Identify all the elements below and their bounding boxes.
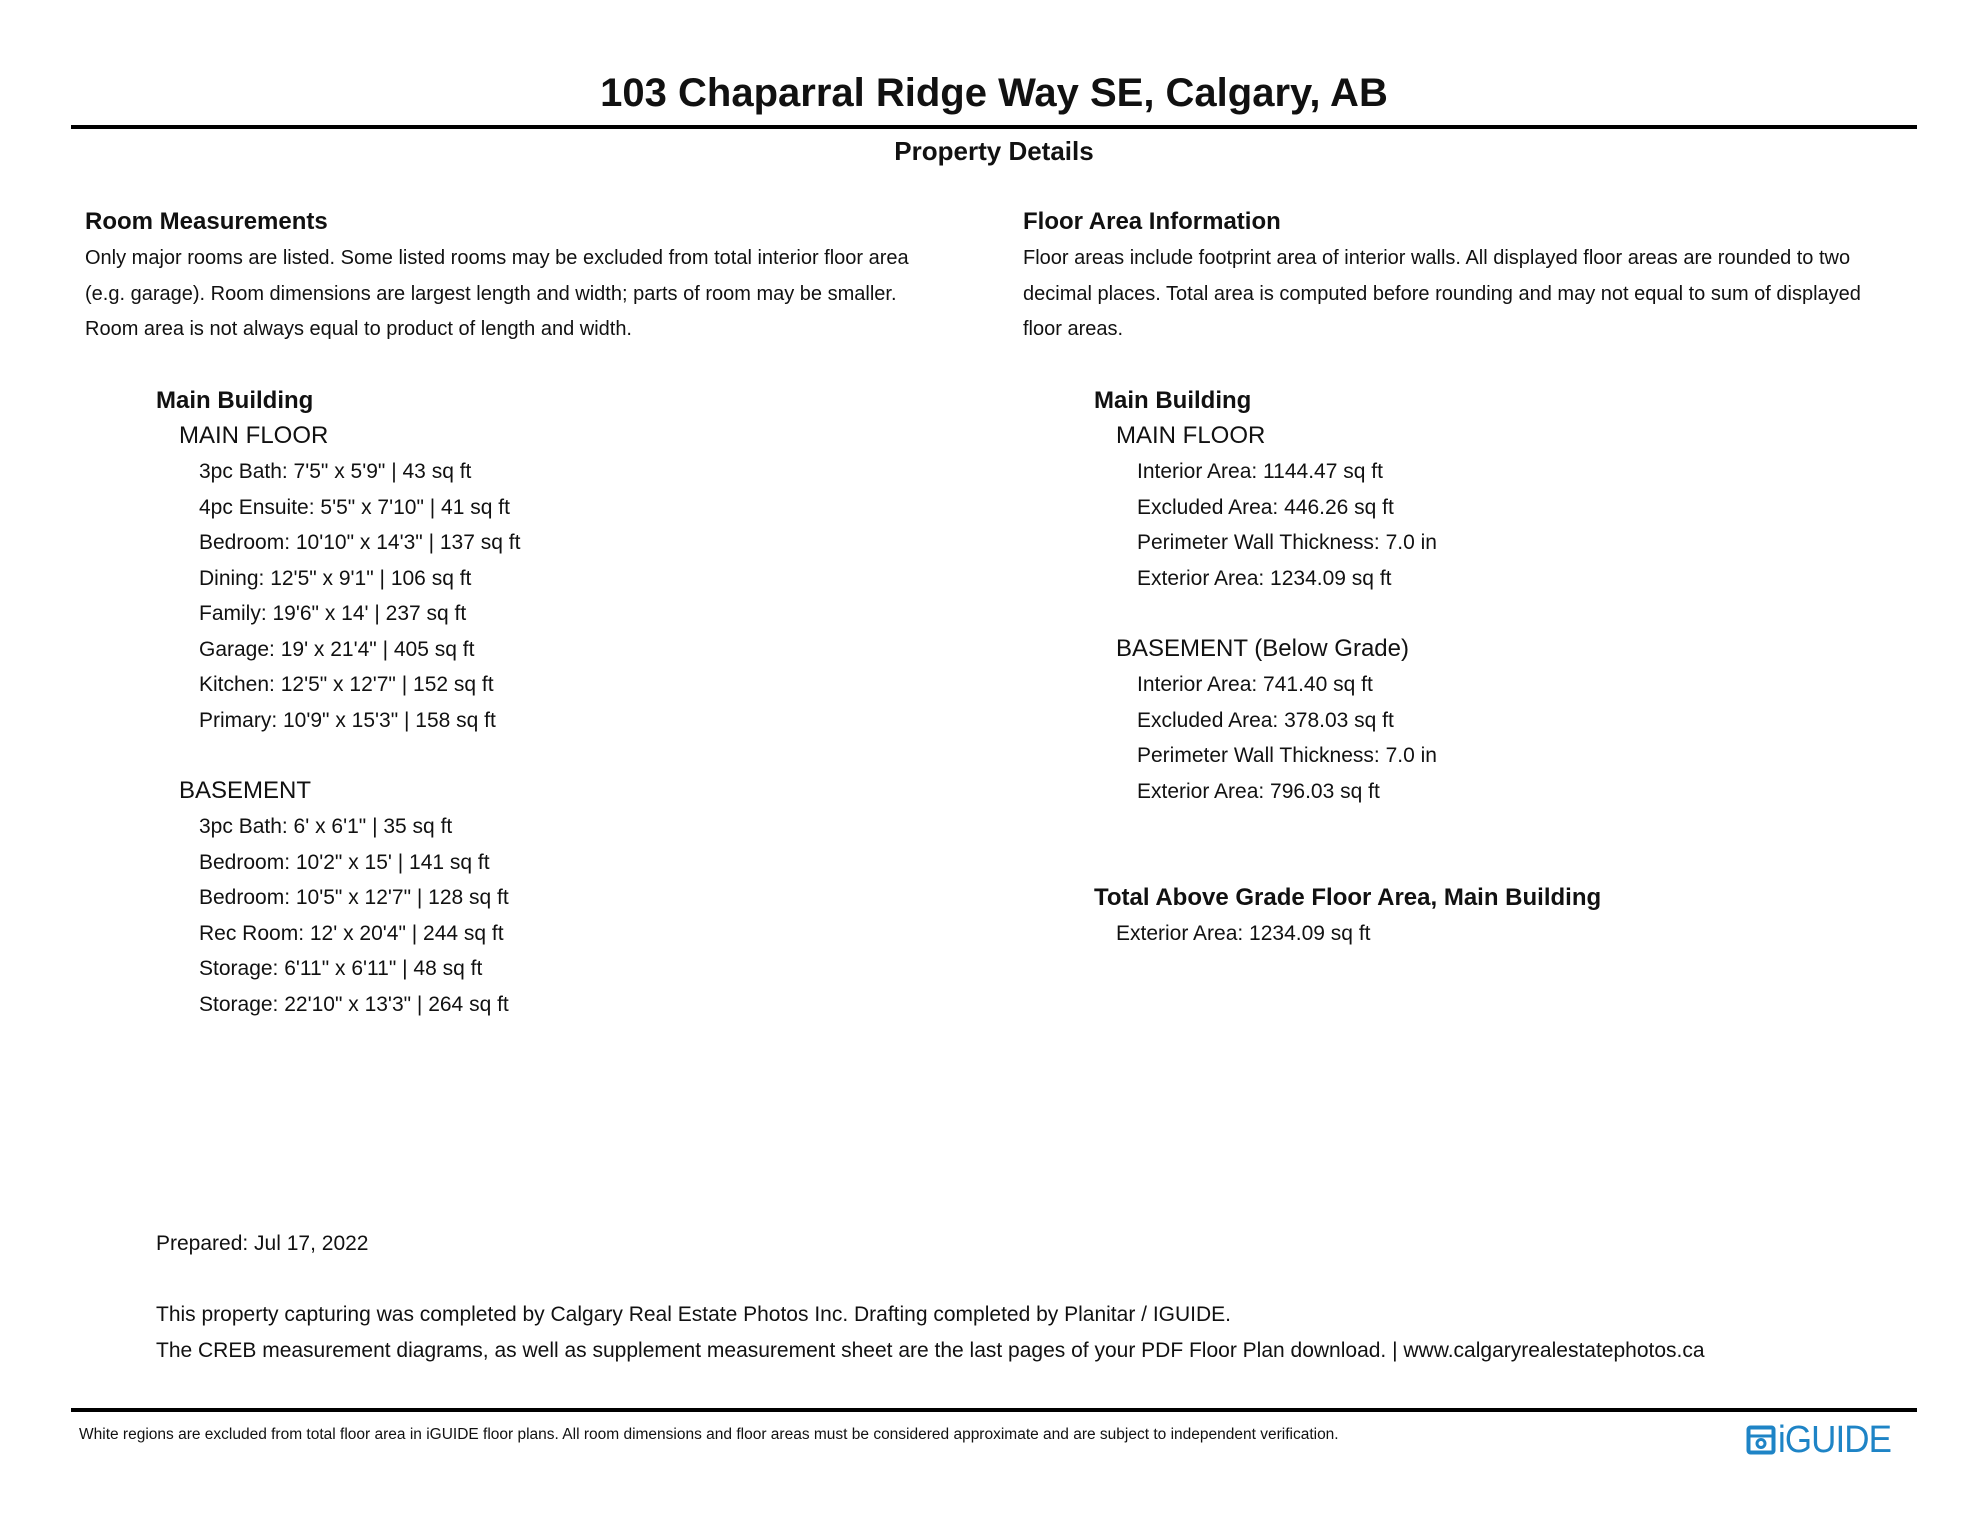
room-row: Family: 19'6" x 14' | 237 sq ft — [199, 602, 467, 625]
floor-area-heading: Floor Area Information — [1023, 208, 1281, 235]
building-name: Main Building — [156, 387, 314, 414]
area-row: Interior Area: 1144.47 sq ft — [1137, 460, 1383, 483]
iguide-logo — [1746, 1421, 1901, 1459]
room-row: Bedroom: 10'10" x 14'3" | 137 sq ft — [199, 531, 521, 554]
page-subtitle: Property Details — [894, 136, 1094, 166]
header-divider — [71, 125, 1917, 129]
room-row: Dining: 12'5" x 9'1" | 106 sq ft — [199, 566, 472, 590]
total-area-value: Exterior Area: 1234.09 sq ft — [1116, 922, 1371, 945]
room-row: Bedroom: 10'2" x 15' | 141 sq ft — [199, 850, 490, 874]
total-area-heading: Total Above Grade Floor Area, Main Building — [1094, 884, 1602, 911]
building-name: Main Building — [1094, 387, 1252, 414]
camera-box-icon — [1746, 1425, 1776, 1455]
area-row: Excluded Area: 446.26 sq ft — [1137, 495, 1394, 519]
credit-line: The CREB measurement diagrams, as well as supplement measurement sheet are the last pages of your PDF Floor Plan download. | www.calgaryrealestatephotos.ca — [156, 1338, 1705, 1362]
room-measurements-heading: Room Measurements — [85, 208, 328, 235]
basement-area-list — [1137, 667, 1437, 809]
basement-room-list — [199, 809, 509, 1022]
floor-name-basement: BASEMENT — [179, 777, 312, 804]
floor-area-desc-line: Floor areas include footprint area of interior walls. All displayed floor areas are rounded to two — [1023, 247, 1851, 269]
room-row: Storage: 22'10" x 13'3" | 264 sq ft — [199, 992, 509, 1016]
room-measurements-desc-line: Only major rooms are listed. Some listed rooms may be excluded from total interior floor area — [85, 247, 909, 269]
area-row: Exterior Area: 1234.09 sq ft — [1137, 566, 1392, 590]
footer-disclaimer: White regions are excluded from total floor area in iGUIDE floor plans. All room dimensions and floor areas must be considered approximate and are subject to independent verification. — [79, 1426, 1339, 1443]
floor-name-main: MAIN FLOOR — [179, 422, 329, 449]
main-floor-area-list — [1137, 454, 1437, 596]
room-row: Bedroom: 10'5" x 12'7" | 128 sq ft — [199, 886, 509, 909]
room-row: 4pc Ensuite: 5'5" x 7'10" | 41 sq ft — [199, 495, 510, 519]
room-measurements-desc-line: (e.g. garage). Room dimensions are largest length and width; parts of room may be smaller. — [85, 282, 897, 305]
page-title: 103 Chaparral Ridge Way SE, Calgary, AB — [600, 71, 1388, 115]
area-row: Excluded Area: 378.03 sq ft — [1137, 708, 1394, 732]
main-floor-room-list — [199, 454, 520, 738]
logo-wordmark: iGUIDE — [1778, 1419, 1891, 1461]
area-row: Exterior Area: 796.03 sq ft — [1137, 779, 1380, 803]
room-row: 3pc Bath: 6' x 6'1" | 35 sq ft — [199, 815, 453, 838]
floor-name-basement: BASEMENT (Below Grade) — [1116, 635, 1409, 662]
room-row: 3pc Bath: 7'5" x 5'9" | 43 sq ft — [199, 460, 472, 483]
room-row: Kitchen: 12'5" x 12'7" | 152 sq ft — [199, 673, 494, 696]
room-row: Primary: 10'9" x 15'3" | 158 sq ft — [199, 708, 496, 732]
footer-divider — [71, 1408, 1917, 1412]
credit-line: This property capturing was completed by Calgary Real Estate Photos Inc. Drafting completed by Planitar / IGUIDE. — [156, 1303, 1231, 1326]
area-row: Perimeter Wall Thickness: 7.0 in — [1137, 531, 1437, 554]
area-row: Perimeter Wall Thickness: 7.0 in — [1137, 744, 1437, 767]
floor-area-desc-line: decimal places. Total area is computed before rounding and may not equal to sum of displayed — [1023, 282, 1861, 305]
floor-area-desc-line: floor areas. — [1023, 318, 1124, 340]
room-measurements-desc-line: Room area is not always equal to product of length and width. — [85, 318, 632, 340]
room-row: Rec Room: 12' x 20'4" | 244 sq ft — [199, 921, 504, 945]
floor-name-main: MAIN FLOOR — [1116, 422, 1266, 449]
room-row: Storage: 6'11" x 6'11" | 48 sq ft — [199, 957, 483, 980]
prepared-date: Prepared: Jul 17, 2022 — [156, 1232, 369, 1255]
room-row: Garage: 19' x 21'4" | 405 sq ft — [199, 637, 475, 661]
area-row: Interior Area: 741.40 sq ft — [1137, 673, 1373, 696]
